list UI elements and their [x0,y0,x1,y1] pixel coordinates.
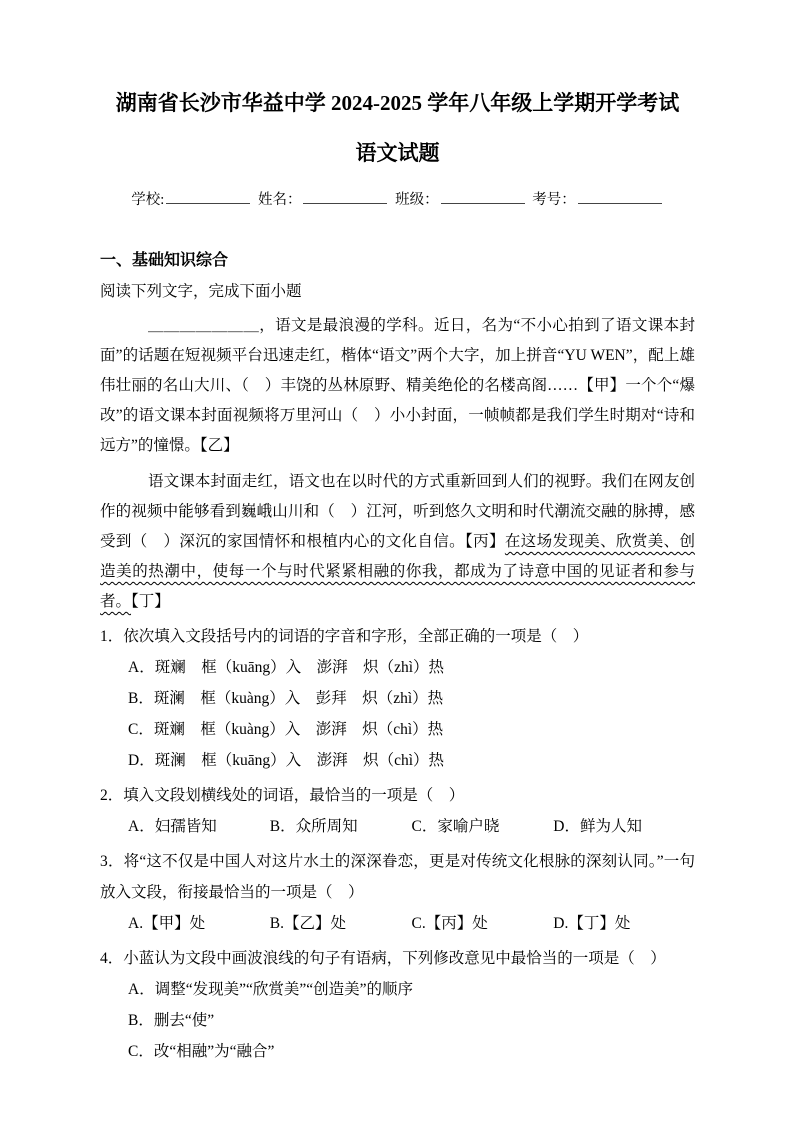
question-1-option-b: B．斑澜 框（kuàng）入 彭拜 炽（zhì）热 [128,690,444,707]
passage-paragraph-2-tail: 【丁】 [131,593,170,610]
question-3-option-c: C.【丙】处 [411,915,488,932]
name-field [258,192,390,208]
question-2-options [128,811,695,842]
question-4-option-b: B．删去“使” [128,1012,215,1029]
section-heading: 一、基础知识综合 [100,252,229,269]
question-3-option-b: B.【乙】处 [269,915,346,932]
exam-number-blank-line [578,190,662,204]
question-4-option-c: C．改“相融”为“融合” [128,1043,275,1060]
class-field [395,192,527,208]
question-4 [100,943,695,1067]
passage-paragraph-2-wavy-underlined-sentence: 在这场发现美、欣赏美、创造美的热潮中，使每一个与时代紧紧相融的你我，都成为了诗意中国的见证者和参与者。 [100,533,695,610]
question-1-option-a: A．斑斓 框（kuāng）入 澎湃 炽（zhì）热 [128,659,445,676]
question-3-option-d: D.【丁】处 [553,915,631,932]
school-field [131,192,252,208]
exam-number-label: 考号： [532,192,576,208]
name-blank-line [303,190,387,204]
question-1-stem: 1．依次填入文段括号内的词语的字音和字形，全部正确的一项是（ ） [100,628,589,645]
school-blank-line [166,190,250,204]
student-info-line [100,188,695,209]
question-2 [100,780,695,842]
school-label: 学校: [131,192,165,208]
question-1-options [100,652,695,776]
exam-title: 湖南省长沙市华益中学 2024-2025 学年八年级上学期开学考试 [115,91,680,115]
question-2-stem: 2．填入文段划横线处的词语，最恰当的一项是（ ） [100,787,465,804]
passage-paragraph-2 [100,467,695,617]
class-blank-line [441,190,525,204]
question-3 [100,846,695,939]
exam-subtitle: 语文试题 [355,141,440,165]
class-label: 班级： [395,192,439,208]
exam-number-field [532,192,664,208]
question-4-stem: 4．小蓝认为文段中画波浪线的句子有语病，下列修改意见中最恰当的一项是（ ） [100,950,666,967]
question-2-option-c: C．家喻户晓 [411,818,500,835]
question-3-options [128,908,695,939]
question-1-option-d: D．斑澜 框（kuāng）入 澎湃 炽（chì）热 [128,752,445,769]
question-2-option-a: A．妇孺皆知 [128,818,217,835]
question-1-option-c: C．斑斓 框（kuàng）入 澎湃 炽（chì）热 [128,721,444,738]
question-3-option-a: A.【甲】处 [128,915,206,932]
passage-intro: 阅读下列文字，完成下面小题 [100,283,302,300]
question-4-option-a: A．调整“发现美”“欣赏美”“创造美”的顺序 [128,981,413,998]
passage-paragraph-2-lead: 语文课本封面走红，语文也在以时代的方式重新回到人们的视野。我们在网友创作的视频中能够看到巍峨山川和（ ）江河，听到悠久文明和时代潮流交融的脉搏，感受到（ ）深沉的家国情怀和根植内心的文化自信。【丙】 [100,473,695,550]
question-1 [100,621,695,776]
question-2-option-d: D．鲜为人知 [553,818,642,835]
reading-passage [100,311,695,617]
question-2-option-b: B．众所周知 [269,818,358,835]
name-label: 姓名： [257,192,302,208]
question-4-options [100,974,695,1067]
passage-paragraph-1: ＿＿＿＿＿＿＿，语文是最浪漫的学科。近日，名为“不小心拍到了语文课本封面”的话题在短视频平台迅速走红，楷体“语文”两个大字，加上拼音“YU WEN”，配上雄伟壮丽的名山大川、（ ）丰饶的丛林原野、精美绝伦的名楼高阁……【甲】一个个“爆改”的语文课本封面视频将万里河山（ ）小小封面，一帧帧都是我们学生时期对“诗和远方”的憧憬。【乙】 [100,317,695,454]
question-3-stem: 3．将“这不仅是中国人对这片水土的深深眷恋，更是对传统文化根脉的深刻认同。”一句放入文段，衔接最恰当的一项是（ ） [100,853,695,901]
